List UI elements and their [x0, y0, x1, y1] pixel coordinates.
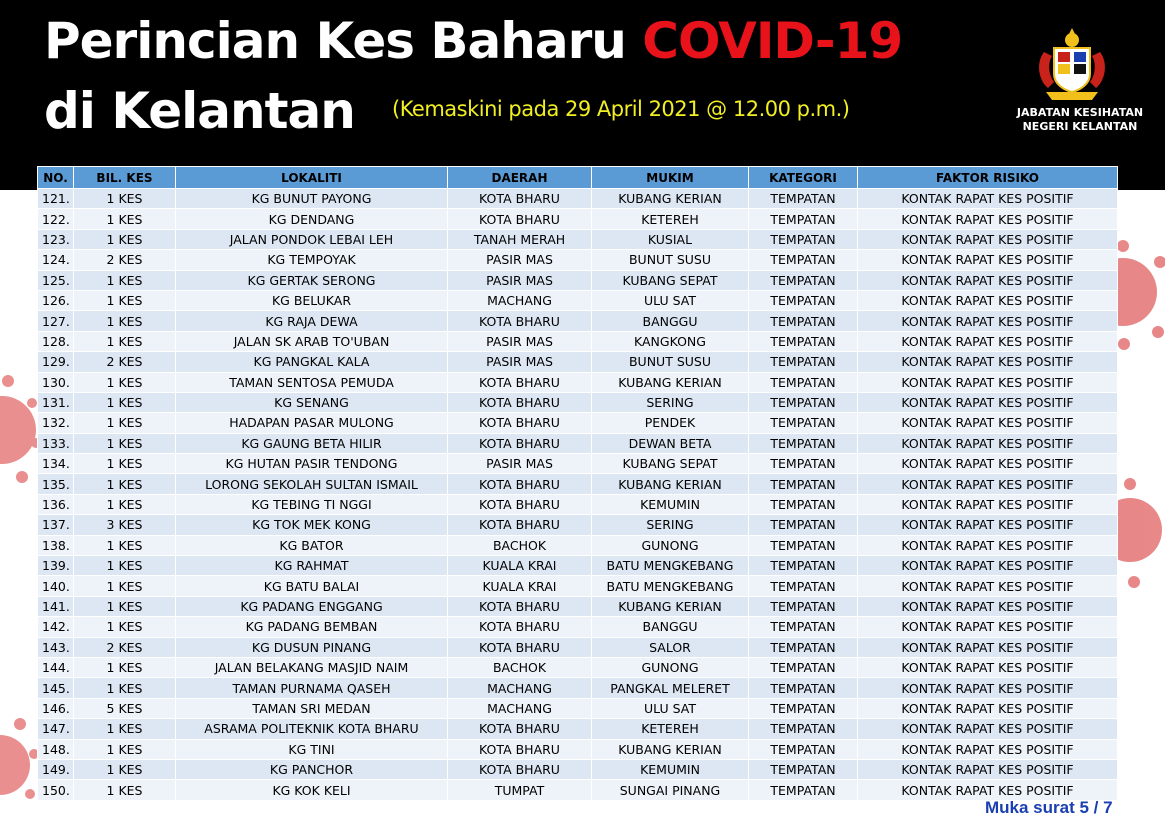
cell-bil-kes: 3 KES — [74, 515, 176, 535]
cell-faktor-risiko: KONTAK RAPAT KES POSITIF — [858, 657, 1118, 677]
cell-no: 144. — [38, 657, 74, 677]
table-row — [38, 657, 1118, 677]
cell-lokaliti: JALAN SK ARAB TO'UBAN — [176, 331, 448, 351]
cell-daerah: KOTA BHARU — [448, 433, 592, 453]
cell-faktor-risiko: KONTAK RAPAT KES POSITIF — [858, 290, 1118, 310]
cell-kategori: TEMPATAN — [749, 515, 858, 535]
table-row — [38, 556, 1118, 576]
cell-lokaliti: KG PANGKAL KALA — [176, 352, 448, 372]
virus-icon — [0, 365, 40, 495]
cell-bil-kes: 1 KES — [74, 617, 176, 637]
cell-daerah: KOTA BHARU — [448, 637, 592, 657]
cell-bil-kes: 2 KES — [74, 637, 176, 657]
cell-mukim: KUBANG KERIAN — [592, 596, 749, 616]
org-line-2: NEGERI KELANTAN — [1022, 120, 1138, 133]
coat-of-arms-icon — [1030, 22, 1114, 102]
org-line-1: JABATAN KESIHATAN — [1016, 106, 1144, 119]
cell-faktor-risiko: KONTAK RAPAT KES POSITIF — [858, 352, 1118, 372]
cell-bil-kes: 1 KES — [74, 556, 176, 576]
cell-faktor-risiko: KONTAK RAPAT KES POSITIF — [858, 780, 1118, 800]
cell-lokaliti: KG TINI — [176, 739, 448, 759]
cell-no: 135. — [38, 474, 74, 494]
cell-faktor-risiko: KONTAK RAPAT KES POSITIF — [858, 229, 1118, 249]
cell-kategori: TEMPATAN — [749, 535, 858, 555]
cell-lokaliti: KG SENANG — [176, 392, 448, 412]
cell-no: 145. — [38, 678, 74, 698]
cell-mukim: PENDEK — [592, 413, 749, 433]
cell-daerah: KOTA BHARU — [448, 209, 592, 229]
column-header-lokaliti: LOKALITI — [176, 167, 448, 189]
cell-no: 131. — [38, 392, 74, 412]
table-row — [38, 392, 1118, 412]
cell-daerah: KOTA BHARU — [448, 515, 592, 535]
cell-daerah: KOTA BHARU — [448, 759, 592, 779]
cell-faktor-risiko: KONTAK RAPAT KES POSITIF — [858, 392, 1118, 412]
cell-bil-kes: 2 KES — [74, 250, 176, 270]
cell-mukim: KUBANG KERIAN — [592, 474, 749, 494]
table-row — [38, 229, 1118, 249]
organization-name — [1000, 106, 1160, 134]
cell-daerah: KOTA BHARU — [448, 474, 592, 494]
cell-bil-kes: 1 KES — [74, 454, 176, 474]
cell-bil-kes: 1 KES — [74, 535, 176, 555]
cell-mukim: BANGGU — [592, 311, 749, 331]
cell-kategori: TEMPATAN — [749, 352, 858, 372]
cell-lokaliti: KG BELUKAR — [176, 290, 448, 310]
table-row — [38, 474, 1118, 494]
cell-no: 121. — [38, 189, 74, 209]
cell-no: 141. — [38, 596, 74, 616]
cell-no: 127. — [38, 311, 74, 331]
page-number: Muka surat 5 / 7 — [985, 798, 1113, 817]
cell-lokaliti: KG GAUNG BETA HILIR — [176, 433, 448, 453]
table-row — [38, 290, 1118, 310]
cell-lokaliti: KG TOK MEK KONG — [176, 515, 448, 535]
cell-kategori: TEMPATAN — [749, 229, 858, 249]
cell-daerah: MACHANG — [448, 698, 592, 718]
cell-lokaliti: KG BATOR — [176, 535, 448, 555]
cell-bil-kes: 1 KES — [74, 719, 176, 739]
cell-kategori: TEMPATAN — [749, 617, 858, 637]
cell-kategori: TEMPATAN — [749, 637, 858, 657]
cell-faktor-risiko: KONTAK RAPAT KES POSITIF — [858, 331, 1118, 351]
cell-kategori: TEMPATAN — [749, 250, 858, 270]
cell-daerah: KOTA BHARU — [448, 617, 592, 637]
cell-lokaliti: HADAPAN PASAR MULONG — [176, 413, 448, 433]
cell-lokaliti: KG PADANG ENGGANG — [176, 596, 448, 616]
title-highlight: COVID-19 — [642, 12, 903, 70]
cell-bil-kes: 1 KES — [74, 372, 176, 392]
page-subtitle: di Kelantan — [44, 82, 355, 140]
cell-kategori: TEMPATAN — [749, 596, 858, 616]
cell-lokaliti: KG GERTAK SERONG — [176, 270, 448, 290]
cell-mukim: KUSIAL — [592, 229, 749, 249]
cell-kategori: TEMPATAN — [749, 331, 858, 351]
cell-bil-kes: 1 KES — [74, 270, 176, 290]
cell-faktor-risiko: KONTAK RAPAT KES POSITIF — [858, 413, 1118, 433]
cell-daerah: KUALA KRAI — [448, 576, 592, 596]
cell-kategori: TEMPATAN — [749, 780, 858, 800]
cell-faktor-risiko: KONTAK RAPAT KES POSITIF — [858, 678, 1118, 698]
cell-kategori: TEMPATAN — [749, 189, 858, 209]
cell-kategori: TEMPATAN — [749, 454, 858, 474]
column-header-daerah: DAERAH — [448, 167, 592, 189]
cell-lokaliti: KG RAJA DEWA — [176, 311, 448, 331]
table-row — [38, 352, 1118, 372]
cell-no: 136. — [38, 494, 74, 514]
cell-bil-kes: 1 KES — [74, 780, 176, 800]
cell-kategori: TEMPATAN — [749, 433, 858, 453]
cell-bil-kes: 1 KES — [74, 596, 176, 616]
cell-bil-kes: 5 KES — [74, 698, 176, 718]
cell-kategori: TEMPATAN — [749, 372, 858, 392]
cell-faktor-risiko: KONTAK RAPAT KES POSITIF — [858, 454, 1118, 474]
cell-no: 150. — [38, 780, 74, 800]
column-header-bil-kes: BIL. KES — [74, 167, 176, 189]
cell-no: 124. — [38, 250, 74, 270]
cell-no: 129. — [38, 352, 74, 372]
cell-mukim: BANGGU — [592, 617, 749, 637]
cell-kategori: TEMPATAN — [749, 392, 858, 412]
cell-lokaliti: TAMAN PURNAMA QASEH — [176, 678, 448, 698]
cell-mukim: KEMUMIN — [592, 494, 749, 514]
table-row — [38, 433, 1118, 453]
table-row — [38, 596, 1118, 616]
cell-bil-kes: 1 KES — [74, 392, 176, 412]
cell-bil-kes: 2 KES — [74, 352, 176, 372]
table-row — [38, 759, 1118, 779]
cell-faktor-risiko: KONTAK RAPAT KES POSITIF — [858, 372, 1118, 392]
cell-kategori: TEMPATAN — [749, 739, 858, 759]
cell-bil-kes: 1 KES — [74, 494, 176, 514]
table-row — [38, 331, 1118, 351]
table-row — [38, 780, 1118, 800]
page-title — [44, 8, 902, 74]
cell-mukim: KANGKONG — [592, 331, 749, 351]
cell-no: 126. — [38, 290, 74, 310]
cell-mukim: SALOR — [592, 637, 749, 657]
cell-no: 146. — [38, 698, 74, 718]
cell-lokaliti: KG BUNUT PAYONG — [176, 189, 448, 209]
cell-bil-kes: 1 KES — [74, 678, 176, 698]
cell-mukim: PANGKAL MELERET — [592, 678, 749, 698]
cell-daerah: PASIR MAS — [448, 250, 592, 270]
cell-daerah: KOTA BHARU — [448, 739, 592, 759]
cell-mukim: KUBANG KERIAN — [592, 739, 749, 759]
cell-mukim: GUNONG — [592, 535, 749, 555]
cell-daerah: PASIR MAS — [448, 331, 592, 351]
cell-bil-kes: 1 KES — [74, 229, 176, 249]
table-row — [38, 678, 1118, 698]
cell-lokaliti: JALAN BELAKANG MASJID NAIM — [176, 657, 448, 677]
table-row — [38, 454, 1118, 474]
cell-no: 142. — [38, 617, 74, 637]
cell-daerah: TUMPAT — [448, 780, 592, 800]
cell-mukim: BUNUT SUSU — [592, 352, 749, 372]
table-row — [38, 250, 1118, 270]
cell-bil-kes: 1 KES — [74, 209, 176, 229]
cell-daerah: TANAH MERAH — [448, 229, 592, 249]
cell-lokaliti: KG TEMPOYAK — [176, 250, 448, 270]
cell-mukim: GUNONG — [592, 657, 749, 677]
cell-lokaliti: TAMAN SRI MEDAN — [176, 698, 448, 718]
cell-daerah: KOTA BHARU — [448, 596, 592, 616]
cell-mukim: SUNGAI PINANG — [592, 780, 749, 800]
table-row — [38, 576, 1118, 596]
cell-mukim: KUBANG SEPAT — [592, 454, 749, 474]
update-timestamp: (Kemaskini pada 29 April 2021 @ 12.00 p.m.) — [392, 97, 850, 121]
cell-bil-kes: 1 KES — [74, 290, 176, 310]
cell-no: 139. — [38, 556, 74, 576]
cell-faktor-risiko: KONTAK RAPAT KES POSITIF — [858, 719, 1118, 739]
cell-no: 128. — [38, 331, 74, 351]
cell-bil-kes: 1 KES — [74, 331, 176, 351]
cell-daerah: KOTA BHARU — [448, 494, 592, 514]
cell-no: 148. — [38, 739, 74, 759]
cell-mukim: SERING — [592, 515, 749, 535]
cell-kategori: TEMPATAN — [749, 678, 858, 698]
table-row — [38, 189, 1118, 209]
cell-lokaliti: ASRAMA POLITEKNIK KOTA BHARU — [176, 719, 448, 739]
cell-lokaliti: KG PANCHOR — [176, 759, 448, 779]
cell-daerah: KOTA BHARU — [448, 311, 592, 331]
table-header-row — [38, 167, 1118, 189]
cell-lokaliti: KG BATU BALAI — [176, 576, 448, 596]
cell-lokaliti: KG KOK KELI — [176, 780, 448, 800]
cell-faktor-risiko: KONTAK RAPAT KES POSITIF — [858, 556, 1118, 576]
table-row — [38, 698, 1118, 718]
cell-mukim: KUBANG SEPAT — [592, 270, 749, 290]
cell-no: 149. — [38, 759, 74, 779]
table-row — [38, 637, 1118, 657]
cases-table — [37, 166, 1118, 801]
cell-faktor-risiko: KONTAK RAPAT KES POSITIF — [858, 250, 1118, 270]
cell-no: 143. — [38, 637, 74, 657]
cell-kategori: TEMPATAN — [749, 759, 858, 779]
cell-no: 138. — [38, 535, 74, 555]
cell-lokaliti: KG HUTAN PASIR TENDONG — [176, 454, 448, 474]
column-header-faktor-risiko: FAKTOR RISIKO — [858, 167, 1118, 189]
cell-faktor-risiko: KONTAK RAPAT KES POSITIF — [858, 617, 1118, 637]
cell-daerah: MACHANG — [448, 678, 592, 698]
table-row — [38, 739, 1118, 759]
cell-daerah: KOTA BHARU — [448, 392, 592, 412]
cell-daerah: BACHOK — [448, 657, 592, 677]
cell-kategori: TEMPATAN — [749, 270, 858, 290]
cell-faktor-risiko: KONTAK RAPAT KES POSITIF — [858, 576, 1118, 596]
table-body — [38, 189, 1118, 801]
table-row — [38, 209, 1118, 229]
cell-no: 147. — [38, 719, 74, 739]
cell-mukim: DEWAN BETA — [592, 433, 749, 453]
column-header-mukim: MUKIM — [592, 167, 749, 189]
cell-kategori: TEMPATAN — [749, 719, 858, 739]
cell-faktor-risiko: KONTAK RAPAT KES POSITIF — [858, 270, 1118, 290]
cell-bil-kes: 1 KES — [74, 657, 176, 677]
cell-kategori: TEMPATAN — [749, 657, 858, 677]
table-row — [38, 311, 1118, 331]
cell-bil-kes: 1 KES — [74, 759, 176, 779]
cell-mukim: KUBANG KERIAN — [592, 372, 749, 392]
cell-kategori: TEMPATAN — [749, 698, 858, 718]
cell-daerah: BACHOK — [448, 535, 592, 555]
cell-mukim: BATU MENGKEBANG — [592, 556, 749, 576]
cell-bil-kes: 1 KES — [74, 189, 176, 209]
cell-faktor-risiko: KONTAK RAPAT KES POSITIF — [858, 474, 1118, 494]
cell-lokaliti: LORONG SEKOLAH SULTAN ISMAIL — [176, 474, 448, 494]
cell-no: 140. — [38, 576, 74, 596]
cell-bil-kes: 1 KES — [74, 433, 176, 453]
cell-lokaliti: JALAN PONDOK LEBAI LEH — [176, 229, 448, 249]
cell-daerah: KOTA BHARU — [448, 189, 592, 209]
cell-faktor-risiko: KONTAK RAPAT KES POSITIF — [858, 698, 1118, 718]
cell-lokaliti: KG TEBING TI NGGI — [176, 494, 448, 514]
cell-faktor-risiko: KONTAK RAPAT KES POSITIF — [858, 433, 1118, 453]
cell-mukim: KETEREH — [592, 719, 749, 739]
cell-faktor-risiko: KONTAK RAPAT KES POSITIF — [858, 515, 1118, 535]
cell-daerah: MACHANG — [448, 290, 592, 310]
cell-kategori: TEMPATAN — [749, 494, 858, 514]
table-row — [38, 270, 1118, 290]
cell-kategori: TEMPATAN — [749, 290, 858, 310]
cell-daerah: PASIR MAS — [448, 454, 592, 474]
cell-daerah: KOTA BHARU — [448, 413, 592, 433]
cell-mukim: KETEREH — [592, 209, 749, 229]
cell-kategori: TEMPATAN — [749, 474, 858, 494]
cell-lokaliti: KG PADANG BEMBAN — [176, 617, 448, 637]
cell-mukim: BUNUT SUSU — [592, 250, 749, 270]
table-row — [38, 719, 1118, 739]
cell-faktor-risiko: KONTAK RAPAT KES POSITIF — [858, 535, 1118, 555]
cell-bil-kes: 1 KES — [74, 311, 176, 331]
cell-lokaliti: KG DENDANG — [176, 209, 448, 229]
cell-mukim: KUBANG KERIAN — [592, 189, 749, 209]
cell-faktor-risiko: KONTAK RAPAT KES POSITIF — [858, 739, 1118, 759]
table-row — [38, 413, 1118, 433]
cell-bil-kes: 1 KES — [74, 739, 176, 759]
cell-faktor-risiko: KONTAK RAPAT KES POSITIF — [858, 209, 1118, 229]
table-row — [38, 535, 1118, 555]
table-row — [38, 515, 1118, 535]
cell-lokaliti: TAMAN SENTOSA PEMUDA — [176, 372, 448, 392]
cell-daerah: PASIR MAS — [448, 352, 592, 372]
cell-no: 134. — [38, 454, 74, 474]
cell-faktor-risiko: KONTAK RAPAT KES POSITIF — [858, 189, 1118, 209]
cell-bil-kes: 1 KES — [74, 474, 176, 494]
cell-mukim: ULU SAT — [592, 698, 749, 718]
cell-no: 137. — [38, 515, 74, 535]
cell-no: 132. — [38, 413, 74, 433]
cell-faktor-risiko: KONTAK RAPAT KES POSITIF — [858, 637, 1118, 657]
table-row — [38, 617, 1118, 637]
title-prefix: Perincian Kes Baharu — [44, 12, 643, 70]
cell-daerah: KOTA BHARU — [448, 719, 592, 739]
cell-faktor-risiko: KONTAK RAPAT KES POSITIF — [858, 311, 1118, 331]
table-row — [38, 494, 1118, 514]
cell-faktor-risiko: KONTAK RAPAT KES POSITIF — [858, 494, 1118, 514]
column-header-kategori: KATEGORI — [749, 167, 858, 189]
cell-mukim: BATU MENGKEBANG — [592, 576, 749, 596]
cell-no: 122. — [38, 209, 74, 229]
cell-faktor-risiko: KONTAK RAPAT KES POSITIF — [858, 759, 1118, 779]
cell-no: 133. — [38, 433, 74, 453]
cell-bil-kes: 1 KES — [74, 413, 176, 433]
cell-kategori: TEMPATAN — [749, 413, 858, 433]
cell-mukim: ULU SAT — [592, 290, 749, 310]
cell-no: 125. — [38, 270, 74, 290]
table-row — [38, 372, 1118, 392]
virus-icon — [0, 710, 40, 820]
cell-lokaliti: KG DUSUN PINANG — [176, 637, 448, 657]
cell-daerah: KUALA KRAI — [448, 556, 592, 576]
cell-daerah: KOTA BHARU — [448, 372, 592, 392]
cell-lokaliti: KG RAHMAT — [176, 556, 448, 576]
cell-no: 123. — [38, 229, 74, 249]
cell-kategori: TEMPATAN — [749, 556, 858, 576]
cell-kategori: TEMPATAN — [749, 209, 858, 229]
cell-faktor-risiko: KONTAK RAPAT KES POSITIF — [858, 596, 1118, 616]
cell-kategori: TEMPATAN — [749, 576, 858, 596]
column-header-no: NO. — [38, 167, 74, 189]
cell-kategori: TEMPATAN — [749, 311, 858, 331]
cell-bil-kes: 1 KES — [74, 576, 176, 596]
cell-no: 130. — [38, 372, 74, 392]
cell-mukim: SERING — [592, 392, 749, 412]
cell-mukim: KEMUMIN — [592, 759, 749, 779]
cell-daerah: PASIR MAS — [448, 270, 592, 290]
